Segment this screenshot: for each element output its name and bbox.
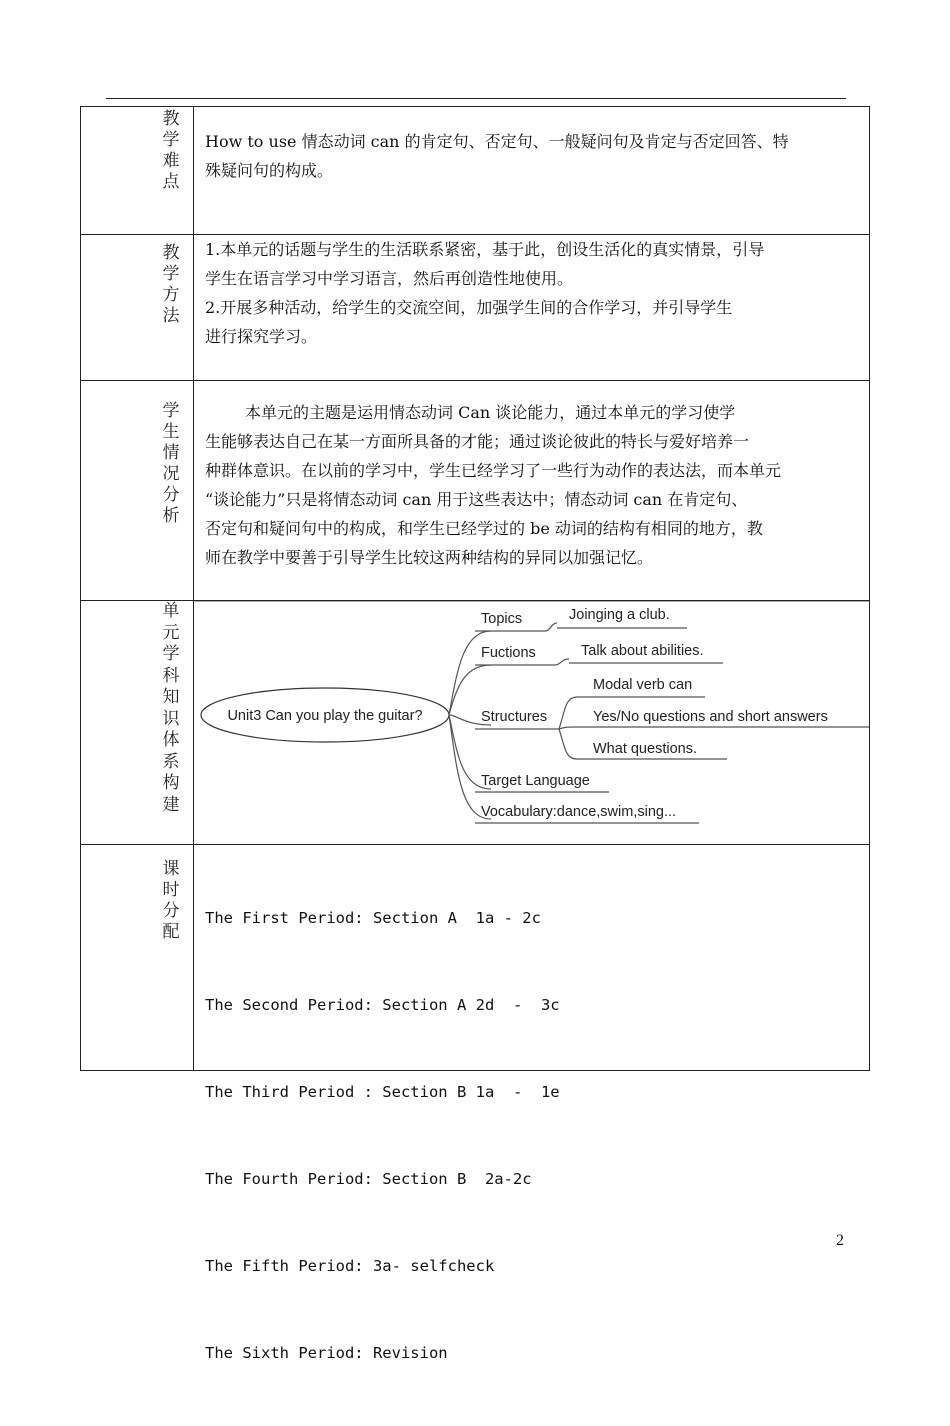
text-line: 生能够表达自己在某一方面所具备的才能；通过谈论彼此的特长与爱好培养一	[205, 432, 750, 451]
period-line: The Sixth Period: Revision	[205, 1344, 448, 1362]
branch-line	[559, 729, 577, 759]
text-line: 种群体意识。在以前的学习中，学生已经学习了一些行为动作的表达法，而本单元	[205, 461, 782, 480]
period-line: The First Period: Section A 1a - 2c	[205, 909, 541, 927]
page-number: 2	[836, 1232, 844, 1249]
row-label-cell	[81, 381, 194, 600]
row-teaching-difficulties	[81, 107, 869, 235]
row-label-cell	[81, 845, 194, 1070]
row-content	[205, 846, 861, 1426]
branch-line	[449, 631, 491, 715]
structure-item: Yes/No questions and short answers	[593, 709, 828, 725]
text-line: “谈论能力”只是将情态动词 can 用于这些表达中；情态动词 can 在肯定句、	[205, 490, 748, 509]
period-line: The Third Period : Section B 1a - 1e	[205, 1083, 560, 1101]
row-label-cell	[81, 107, 194, 234]
text-line: 2.开展多种活动，给学生的交流空间，加强学生间的合作学习，并引导学生	[205, 298, 733, 317]
row-period-allocation	[81, 845, 869, 1362]
text-line: 进行探究学习。	[205, 327, 318, 346]
text-line: 学生在语言学习中学习语言，然后再创造性地使用。	[205, 269, 574, 288]
text-line: 殊疑问句的构成。	[205, 161, 334, 180]
row-label: 教 学 难 点	[162, 109, 180, 192]
row-content	[205, 398, 861, 572]
period-line: The Second Period: Section A 2d - 3c	[205, 996, 560, 1014]
structure-item: Modal verb can	[593, 677, 693, 693]
structure-item: What questions.	[593, 741, 697, 757]
branch-line	[449, 665, 491, 715]
mind-map	[195, 601, 869, 843]
branch-line	[559, 697, 577, 729]
row-label-cell	[81, 601, 194, 844]
row-content	[205, 235, 861, 351]
row-label-cell	[81, 235, 194, 380]
lesson-plan-table	[80, 106, 870, 1362]
topics-value: Joinging a club.	[569, 607, 670, 623]
header-rule	[106, 98, 846, 99]
row-content	[205, 127, 861, 185]
fuctions-label: Fuctions	[481, 645, 536, 661]
row-label: 学 生 情 况 分 析	[162, 401, 180, 526]
fuctions-value: Talk about abilities.	[581, 643, 704, 659]
vocabulary-label: Vocabulary:dance,swim,sing...	[481, 804, 677, 820]
topics-label: Topics	[481, 611, 523, 627]
center-label: Unit3 Can you play the guitar?	[227, 708, 423, 724]
period-line: The Fourth Period: Section B 2a-2c	[205, 1170, 532, 1188]
text-line: 否定句和疑问句中的构成，和学生已经学过的 be 动词的结构有相同的地方，教	[205, 519, 763, 538]
branch-line	[545, 623, 557, 631]
branch-line	[555, 659, 569, 665]
text-line: 师在教学中要善于引导学生比较这两种结构的异同以加强记忆。	[205, 548, 654, 567]
text-line: How to use 情态动词 can 的肯定句、否定句、一般疑问句及肯定与否定回答、特	[205, 132, 789, 151]
row-label: 课 时 分 配	[162, 859, 180, 942]
row-teaching-methods	[81, 235, 869, 381]
text-line: 1.本单元的话题与学生的生活联系紧密，基于此，创设生活化的真实情景，引导	[205, 240, 765, 259]
period-line: The Fifth Period: 3a- selfcheck	[205, 1257, 495, 1275]
row-label: 单 元 学 科 知 识 体 系 构 建	[162, 601, 180, 815]
structures-label: Structures	[481, 709, 548, 725]
target-language-label: Target Language	[481, 773, 590, 789]
row-label: 教 学 方 法	[162, 243, 180, 326]
row-student-analysis	[81, 381, 869, 601]
text-line: 本单元的主题是运用情态动词 Can 谈论能力，通过本单元的学习使学	[245, 403, 736, 422]
branch-line	[559, 727, 577, 729]
row-knowledge-system	[81, 601, 869, 845]
